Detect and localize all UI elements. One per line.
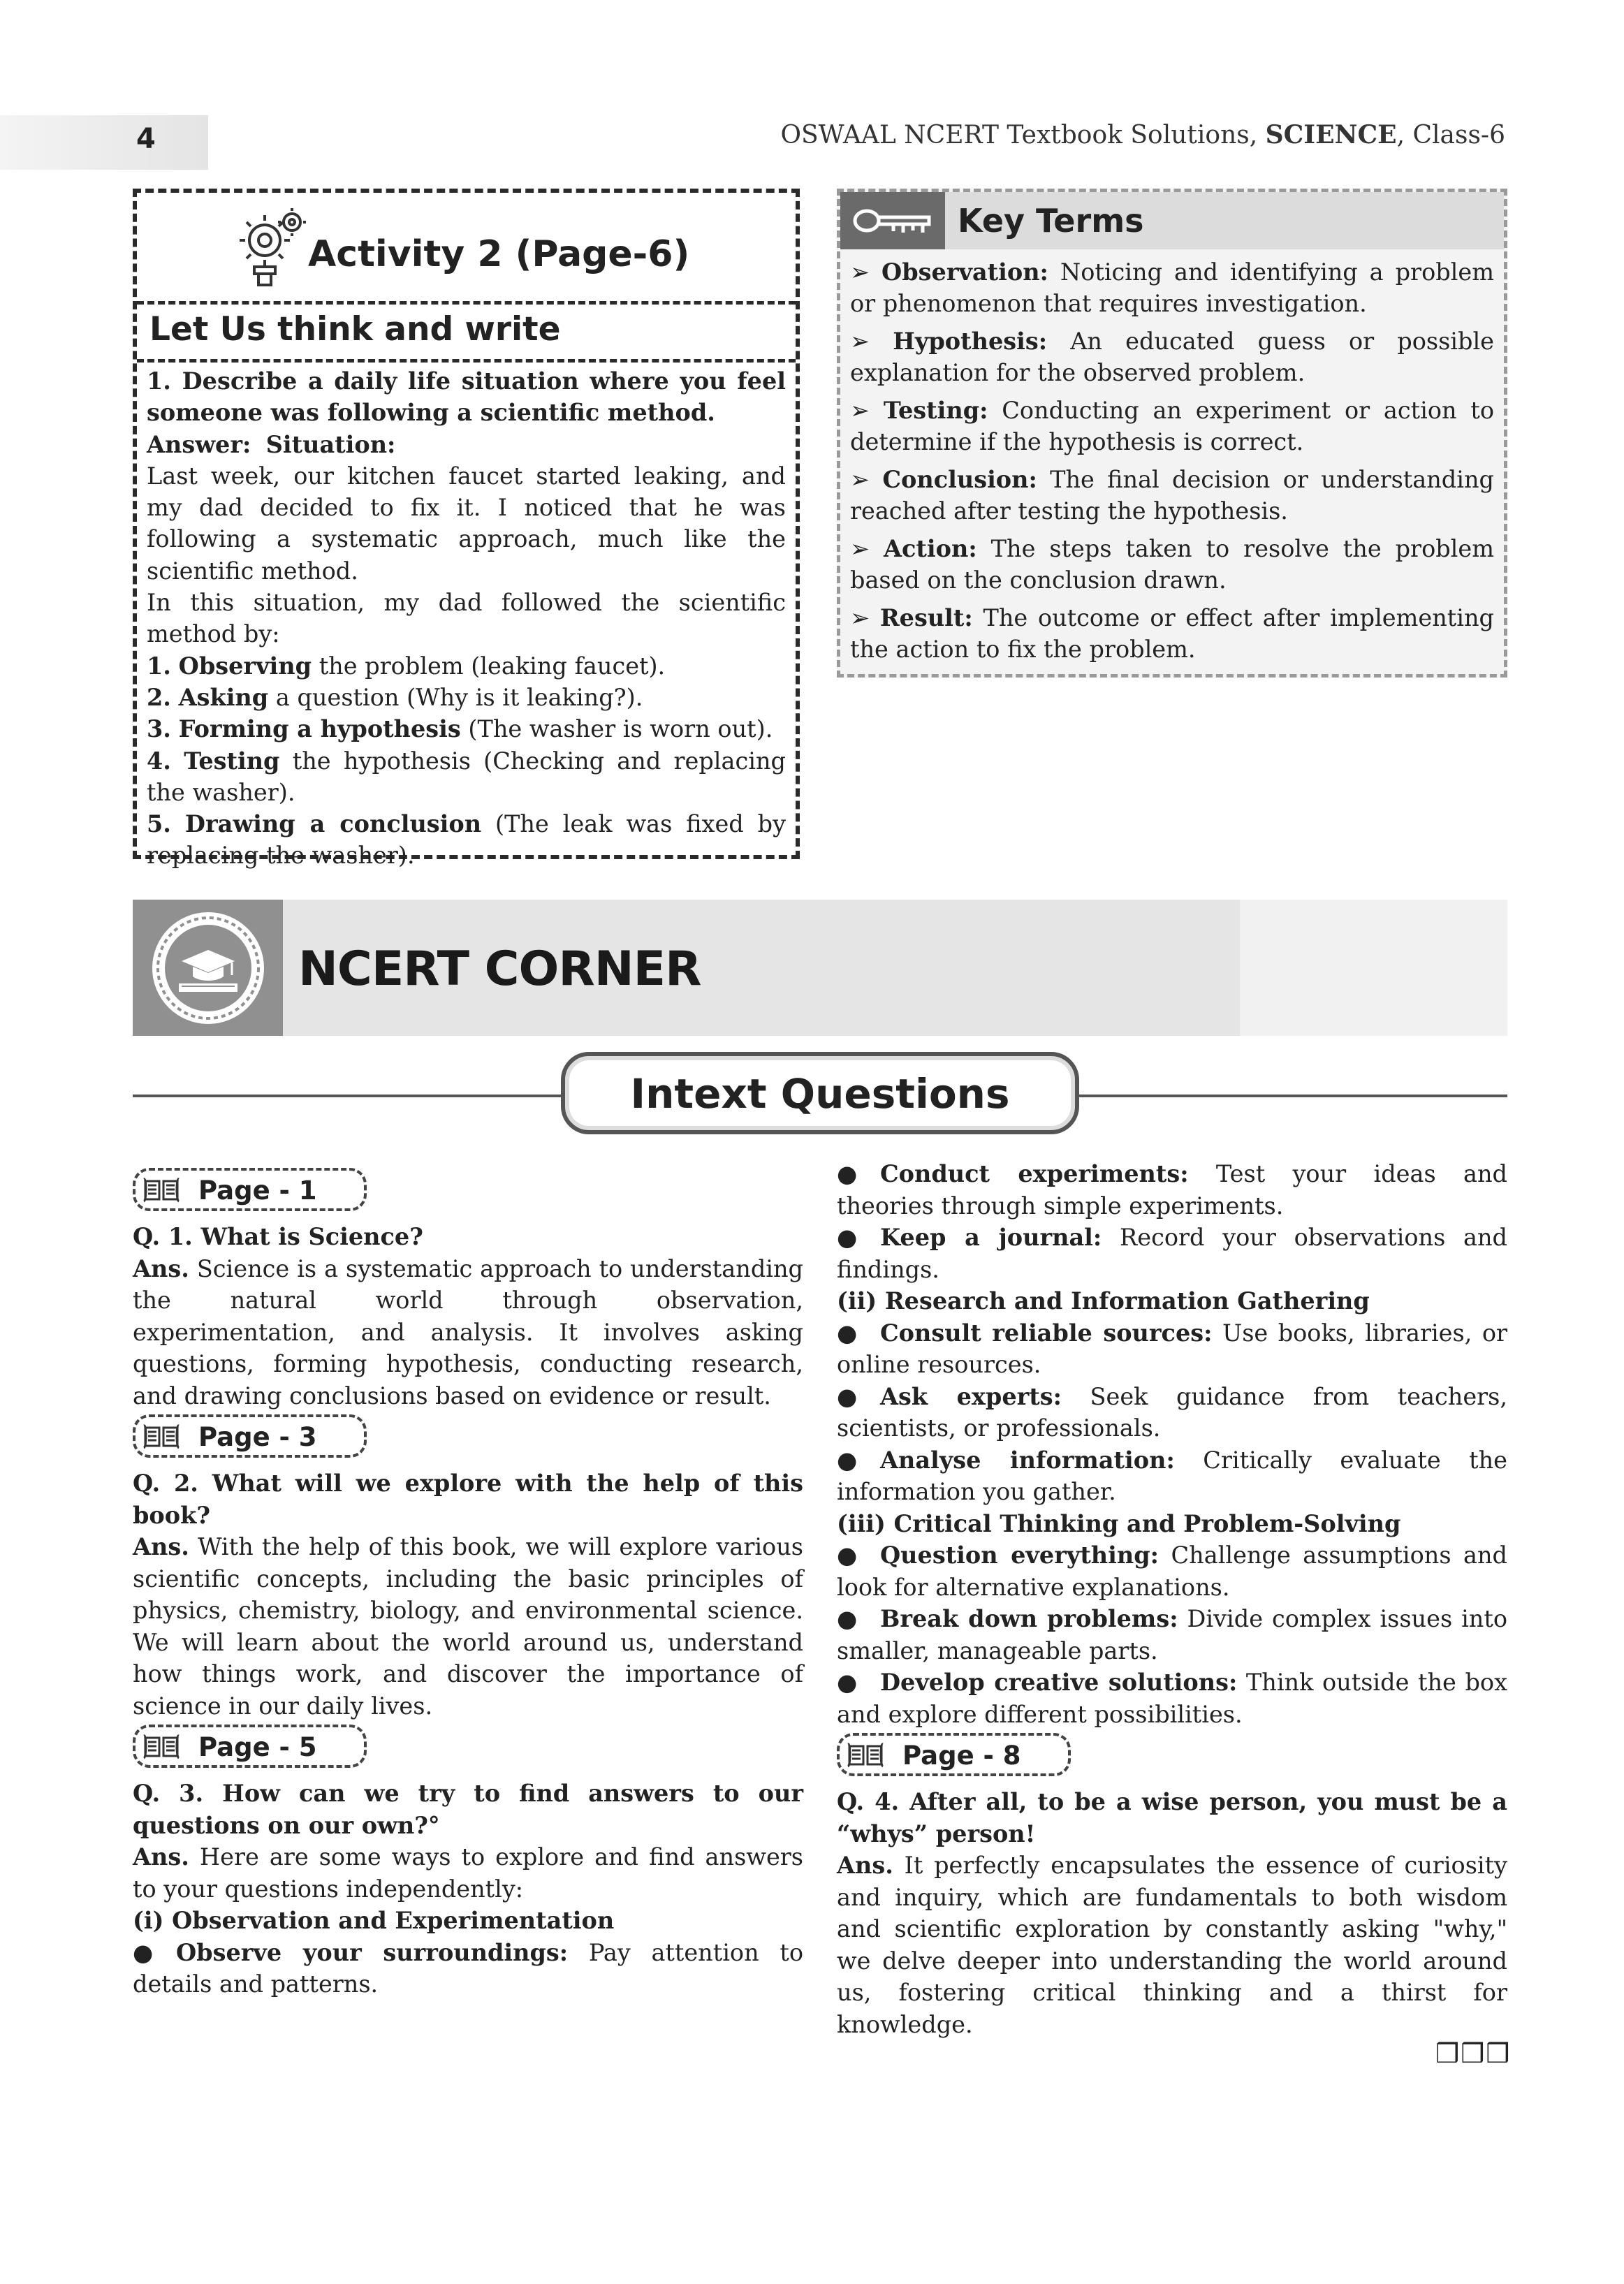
decorative-strip: [1240, 900, 1507, 1036]
answer-paragraph: In this situation, my dad followed the scientific method by:: [147, 589, 786, 648]
key-term-item: ➢ Action: The steps taken to resolve the problem based on the conclusion drawn.: [850, 535, 1494, 594]
key-term-item: ➢ Conclusion: The final decision or understanding reached after testing the hypothesis.: [850, 466, 1494, 525]
answer: Ans. Here are some ways to explore and find answers to your questions independently:: [133, 1843, 803, 1903]
open-book-icon: [847, 1742, 884, 1769]
running-head-class: , Class-6: [1396, 121, 1505, 149]
bullet-item: ● Ask experts: Seek guidance from teachers, scientists, or professionals.: [837, 1382, 1507, 1442]
answer-label: Answer: Situation:: [147, 430, 396, 458]
key-terms-header: [840, 192, 1504, 249]
section-heading: (iii) Critical Thinking and Problem-Solving: [837, 1509, 1401, 1537]
left-column: [133, 1165, 803, 2000]
activity-box: [133, 189, 800, 870]
activity-question: 1. Describe a daily life situation where you feel someone was following a scientific method.: [147, 367, 786, 427]
running-head: [780, 120, 1505, 149]
divider: [137, 359, 796, 363]
answer: Ans. Science is a systematic approach to understanding the natural world through observation, experimentation, and analysis. It involves asking questions, forming hypothesis, conducting research, and drawing conclusions based on evidence or result.: [133, 1254, 803, 1410]
key-term-item: ➢ Result: The outcome or effect after implementing the action to fix the problem.: [850, 604, 1494, 663]
key-icon: [851, 205, 935, 237]
bullet-item: ● Keep a journal: Record your observations and findings.: [837, 1224, 1507, 1283]
key-terms-box: [837, 189, 1507, 678]
key-terms-title: Key Terms: [958, 202, 1144, 240]
open-book-icon: [142, 1734, 180, 1760]
gear-head-icon: [233, 207, 310, 291]
section-heading: (ii) Research and Information Gathering: [837, 1287, 1370, 1315]
graduation-cap-book-icon: [145, 907, 271, 1029]
key-term-item: ➢ Testing: Conducting an experiment or action to determine if the hypothesis is correct.: [850, 397, 1495, 455]
list-item: 3. Forming a hypothesis (The washer is worn out).: [147, 715, 773, 743]
key-term-item: ➢ Observation: Noticing and identifying a problem or phenomenon that requires investigation.: [850, 258, 1494, 317]
section-heading: (i) Observation and Experimentation: [133, 1907, 615, 1934]
list-item: 2. Asking a question (Why is it leaking?).: [147, 683, 643, 711]
running-head-subject: SCIENCE: [1265, 120, 1397, 149]
ncert-corner-title: NCERT CORNER: [298, 942, 701, 997]
answer: Ans. It perfectly encapsulates the essence of curiosity and inquiry, which are fundamentals to both wisdom and scientific exploration by constantly asking "why," we delve deeper into understanding the world around us, fostering critical thinking and a thirst for knowledge.: [837, 1852, 1507, 2038]
list-item: 4. Testing the hypothesis (Checking and replacing the washer).: [147, 747, 786, 806]
intext-questions-heading: [561, 1052, 1079, 1134]
key-terms-list: [850, 256, 1494, 671]
page-tab-label: Page - 5: [198, 1732, 317, 1762]
page-tab: [133, 1725, 367, 1768]
page-number-tab: [0, 115, 208, 170]
page-tab: [133, 1168, 367, 1211]
activity-body: [147, 365, 786, 872]
question: Q. 4. After all, to be a wise person, you must be a “whys” person!: [837, 1788, 1507, 1847]
page-tab: [133, 1414, 367, 1458]
bullet-item: ● Question everything: Challenge assumptions and look for alternative explanations.: [837, 1542, 1507, 1601]
activity-title: Activity 2 (Page-6): [308, 233, 690, 275]
page-tab-label: Page - 3: [198, 1422, 317, 1452]
answer-paragraph: Last week, our kitchen faucet started leaking, and my dad decided to fix it. I noticed that he was following a systematic approach, much like the scientific method.: [147, 462, 786, 585]
right-column: [837, 1158, 1507, 2040]
bullet-item: ● Observe your surroundings: Pay attention to details and patterns.: [133, 1938, 803, 1998]
page-tab-label: Page - 1: [198, 1176, 317, 1206]
open-book-icon: [142, 1177, 180, 1203]
running-head-text: OSWAAL NCERT Textbook Solutions,: [780, 121, 1266, 149]
question: Q. 1. What is Science?: [133, 1223, 423, 1250]
intext-questions-title: Intext Questions: [630, 1070, 1010, 1118]
page-number: 4: [136, 123, 156, 155]
page-tab-label: Page - 8: [902, 1741, 1021, 1771]
page-tab: [837, 1733, 1071, 1776]
open-book-icon: [142, 1423, 180, 1450]
activity-header: [137, 193, 796, 305]
key-icon-background: [840, 192, 945, 249]
end-of-section-marks: ❒❒❒: [1435, 2038, 1512, 2069]
bullet-item: ● Consult reliable sources: Use books, libraries, or online resources.: [837, 1319, 1508, 1378]
bullet-item: ● Analyse information: Critically evaluate the information you gather.: [837, 1446, 1507, 1505]
bullet-item: ● Break down problems: Divide complex issues into smaller, manageable parts.: [837, 1605, 1507, 1664]
bullet-item: ● Conduct experiments: Test your ideas and theories through simple experiments.: [837, 1160, 1507, 1220]
bullet-item: ● Develop creative solutions: Think outside the box and explore different possibilities.: [837, 1669, 1507, 1728]
list-item: 1. Observing the problem (leaking faucet).: [147, 652, 666, 680]
key-term-item: ➢ Hypothesis: An educated guess or possible explanation for the observed problem.: [850, 328, 1494, 386]
ncert-icon-box: [133, 900, 283, 1036]
question: Q. 3. How can we try to find answers to our questions on our own?°: [133, 1780, 804, 1839]
list-item: 5. Drawing a conclusion (The leak was fixed by replacing the washer).: [147, 810, 786, 870]
ncert-corner-banner: [133, 900, 1507, 1036]
activity-subtitle: Let Us think and write: [149, 310, 561, 349]
question: Q. 2. What will we explore with the help of this book?: [133, 1470, 803, 1529]
answer: Ans. With the help of this book, we will explore various scientific concepts, including the basic principles of physics, chemistry, biology, and environmental science. We will learn about the world around us, understand how things work, and discover the importance of science in our daily lives.: [133, 1533, 803, 1720]
